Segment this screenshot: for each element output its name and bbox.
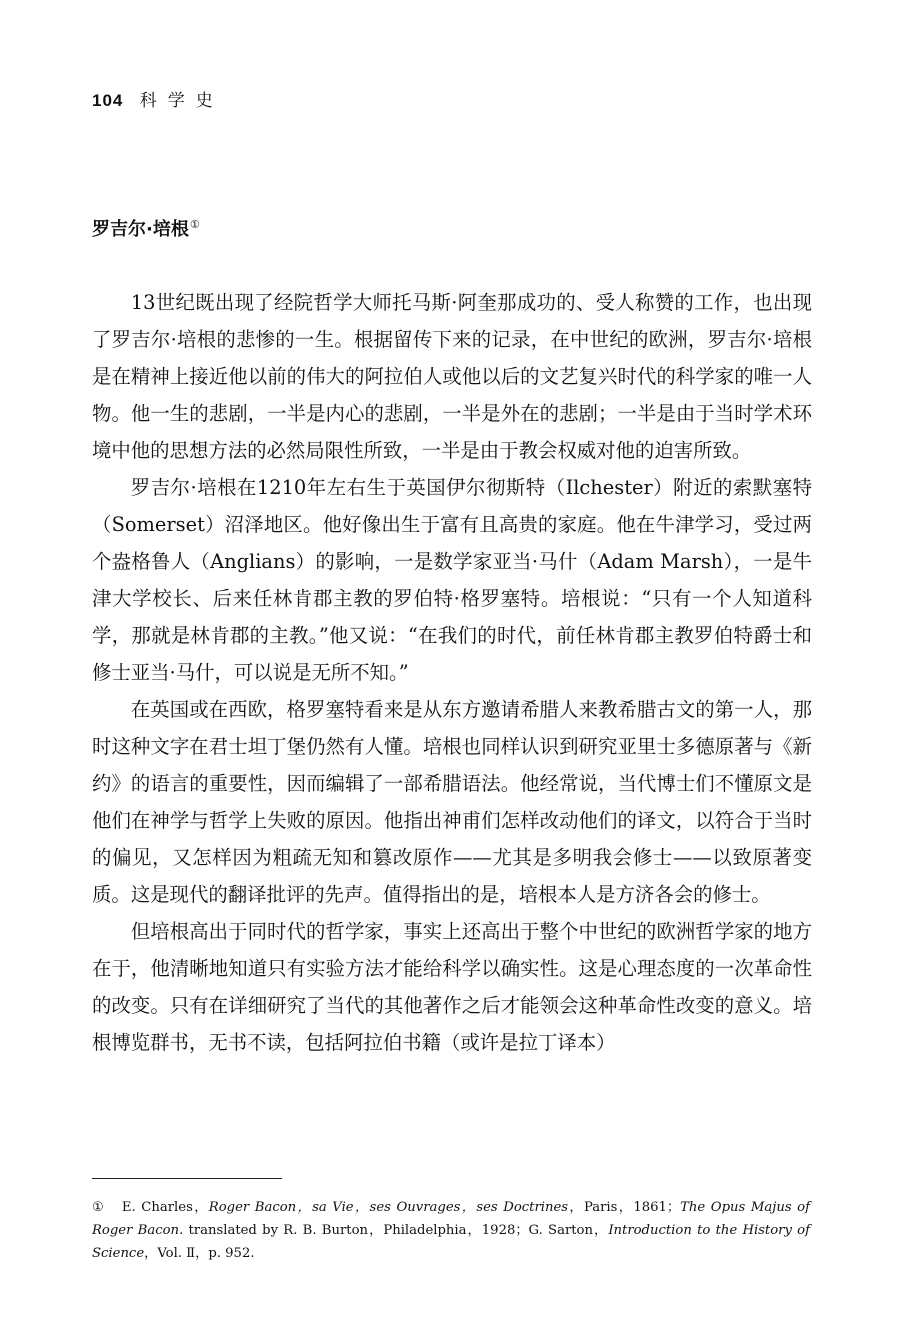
footnote-title: The Opus Majus of Roger Bacon — [92, 1200, 810, 1238]
running-head — [92, 86, 224, 111]
section-title-text: 罗吉尔·培根 — [92, 219, 189, 240]
paragraph: 13世纪既出现了经院哲学大师托马斯·阿奎那成功的、受人称赞的工作，也出现了罗吉尔·培根的悲惨的一生。根据留传下来的记录，在中世纪的欧洲，罗吉尔·培根是在精神上接近他以前的伟大的阿拉伯人或他以后的文艺复兴时代的科学家的唯一人物。他一生的悲剧，一半是内心的悲剧，一半是外在的悲剧；一半是由于当时学术环境中他的思想方法的必然局限性所致，一半是由于教会权威对他的迫害所致。 — [92, 291, 812, 462]
footnote-text: E. Charles， — [121, 1200, 209, 1215]
footnote-divider — [92, 1178, 282, 1179]
footnote-text: ，Vol. Ⅱ，p. 952. — [144, 1246, 255, 1261]
footnote-title: Introduction to the History of Science — [92, 1223, 810, 1261]
footnote-text: . translated by R. B. Burton，Philadelphia，1928；G. Sarton， — [179, 1223, 609, 1238]
paragraph: 在英国或在西欧，格罗塞特看来是从东方邀请希腊人来教希腊古文的第一人，那时这种文字在君士坦丁堡仍然有人懂。培根也同样认识到研究亚里士多德原著与《新约》的语言的重要性，因而编辑了一部希腊语法。他经常说，当代博士们不懂原文是他们在神学与哲学上失败的原因。他指出神甫们怎样改动他们的译文，以符合于当时的偏见，又怎样因为粗疏无知和篡改原作——尤其是多明我会修士——以致原著变质。这是现代的翻译批评的先声。值得指出的是，培根本人是方济各会的修士。 — [92, 698, 812, 906]
section-title — [92, 215, 200, 241]
footnote-text: ，Paris，1861； — [568, 1200, 681, 1215]
paragraph: 罗吉尔·培根在1210年左右生于英国伊尔彻斯特（Ilchester）附近的索默塞特（Somerset）沼泽地区。他好像出生于富有且高贵的家庭。他在牛津学习，受过两个盎格鲁人（Anglians）的影响，一是数学家亚当·马什（Adam Marsh），一是牛津大学校长、后来任林肯郡主教的罗伯特·格罗塞特。培根说：“只有一个人知道科学，那就是林肯郡的主教。”他又说：“在我们的时代，前任林肯郡主教罗伯特爵士和修士亚当·马什，可以说是无所不知。” — [92, 476, 812, 684]
footnote-marker: ① — [92, 1200, 106, 1215]
footnote — [92, 1196, 810, 1265]
paragraph: 但培根高出于同时代的哲学家，事实上还高出于整个中世纪的欧洲哲学家的地方在于，他清晰地知道只有实验方法才能给科学以确实性。这是心理态度的一次革命性的改变。只有在详细研究了当代的其他著作之后才能领会这种革命性改变的意义。培根博览群书，无书不读，包括阿拉伯书籍（或许是拉丁译本） — [92, 920, 812, 1054]
body-text — [92, 284, 812, 1061]
book-title: 科学史 — [139, 91, 224, 111]
footnote-reference[interactable]: ① — [189, 218, 200, 231]
footnote-title: Roger Bacon，sa Vie，ses Ouvrages，ses Doctrines — [208, 1200, 569, 1215]
page-number: 104 — [92, 91, 124, 110]
